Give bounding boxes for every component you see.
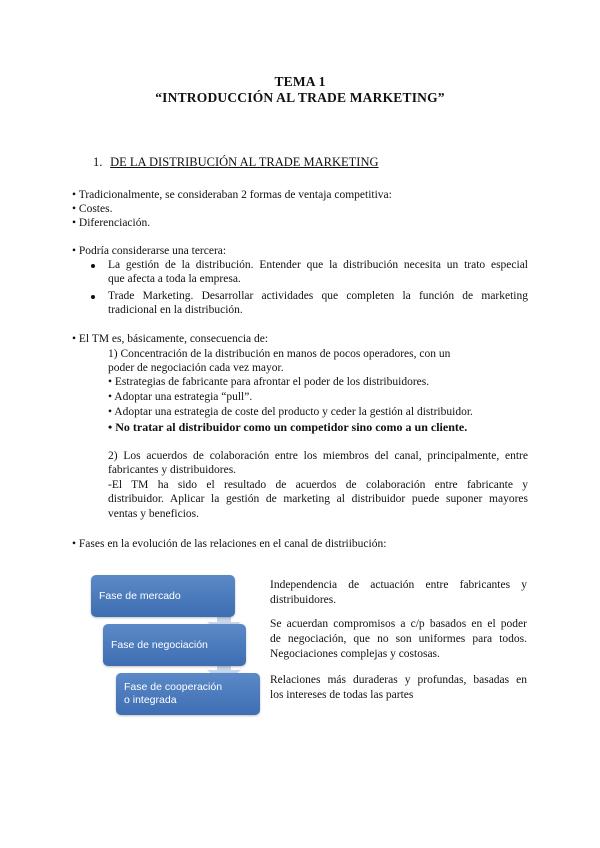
section-heading — [93, 155, 379, 170]
page-title: TEMA 1 — [274, 74, 326, 89]
phase1-desc-line2: distribuidores. — [270, 594, 337, 606]
block3-sub1: • Estrategias de fabricante para afrontar el poder de los distribuidores. — [108, 376, 430, 388]
block3-point3-line2: distribuidor. Aplicar la gestión de marketing al distribuidor puede suponer mayores — [108, 493, 528, 505]
section-title: DE LA DISTRIBUCIÓN AL TRADE MARKETING — [110, 155, 379, 169]
block3-sub3: • Adoptar una estrategia de coste del producto y ceder la gestión al distribuidor. — [108, 406, 473, 418]
phase2-desc-line1: Se acuerdan compromisos a c/p basados en el poder — [270, 618, 527, 630]
page-subtitle: “INTRODUCCIÓN AL TRADE MARKETING” — [155, 90, 445, 105]
block3-intro: • El TM es, básicamente, consecuencia de: — [72, 333, 269, 345]
phase-box-negociacion — [103, 624, 246, 666]
phase1-desc-line1: Independencia de actuación entre fabricantes y — [270, 579, 527, 591]
block3-point1-line2: poder de negociación cada vez mayor. — [108, 362, 284, 374]
block3-point2-line2: fabricantes y distribuidores. — [108, 464, 237, 476]
bullet-dot-icon — [91, 295, 95, 299]
block3-point3-line1: -El TM ha sido el resultado de acuerdos de colaboración entre fabricante y — [108, 479, 528, 491]
phase2-desc-line3: Negociaciones complejas y costosas. — [270, 648, 440, 660]
block1-intro: • Tradicionalmente, se consideraban 2 formas de ventaja competitiva: — [72, 189, 392, 201]
block4-intro: • Fases en la evolución de las relaciones en el canal de distriibución: — [72, 538, 387, 550]
block2-intro: • Podría considerarse una tercera: — [72, 245, 227, 257]
block2-bullet2-line2: tradicional en la distribución. — [108, 304, 243, 316]
phase1-label: Fase de mercado — [99, 590, 181, 602]
phase3-desc-line1: Relaciones más duraderas y profundas, basadas en — [270, 674, 527, 686]
section-number: 1. — [93, 155, 103, 169]
block2-bullet1-line2: que afecta a toda la empresa. — [108, 273, 241, 285]
phase-box-mercado — [91, 575, 235, 617]
block3-point1-line1: 1) Concentración de la distribución en manos de pocos operadores, con un — [108, 348, 451, 360]
phase3-label-line2: o integrada — [124, 694, 177, 706]
block2-bullet2-line1: Trade Marketing. Desarrollar actividades que completen la función de marketing — [108, 290, 528, 302]
phase2-desc-line2: de negociación, que no son uniformes para todos. — [270, 633, 527, 645]
block2-bullet1-line1: La gestión de la distribución. Entender que la distribución necesita un trato especial — [108, 259, 528, 271]
block1-item-costes: • Costes. — [72, 203, 113, 215]
block3-point3-line3: ventas y beneficios. — [108, 508, 200, 520]
phase3-label-line1: Fase de cooperación — [124, 681, 223, 693]
phase3-desc-line2: los intereses de todas las partes — [270, 689, 414, 701]
phase2-label: Fase de negociación — [111, 639, 208, 651]
phase-box-cooperacion — [116, 673, 260, 715]
block3-sub4: • No tratar al distribuidor como un competidor sino como a un cliente. — [108, 420, 468, 434]
block3-sub2: • Adoptar una estrategia “pull”. — [108, 391, 253, 403]
bullet-dot-icon — [91, 264, 95, 268]
block3-point2-line1: 2) Los acuerdos de colaboración entre los miembros del canal, principalmente, entre — [108, 450, 528, 462]
block1-item-diferenciacion: • Diferenciación. — [72, 217, 151, 229]
